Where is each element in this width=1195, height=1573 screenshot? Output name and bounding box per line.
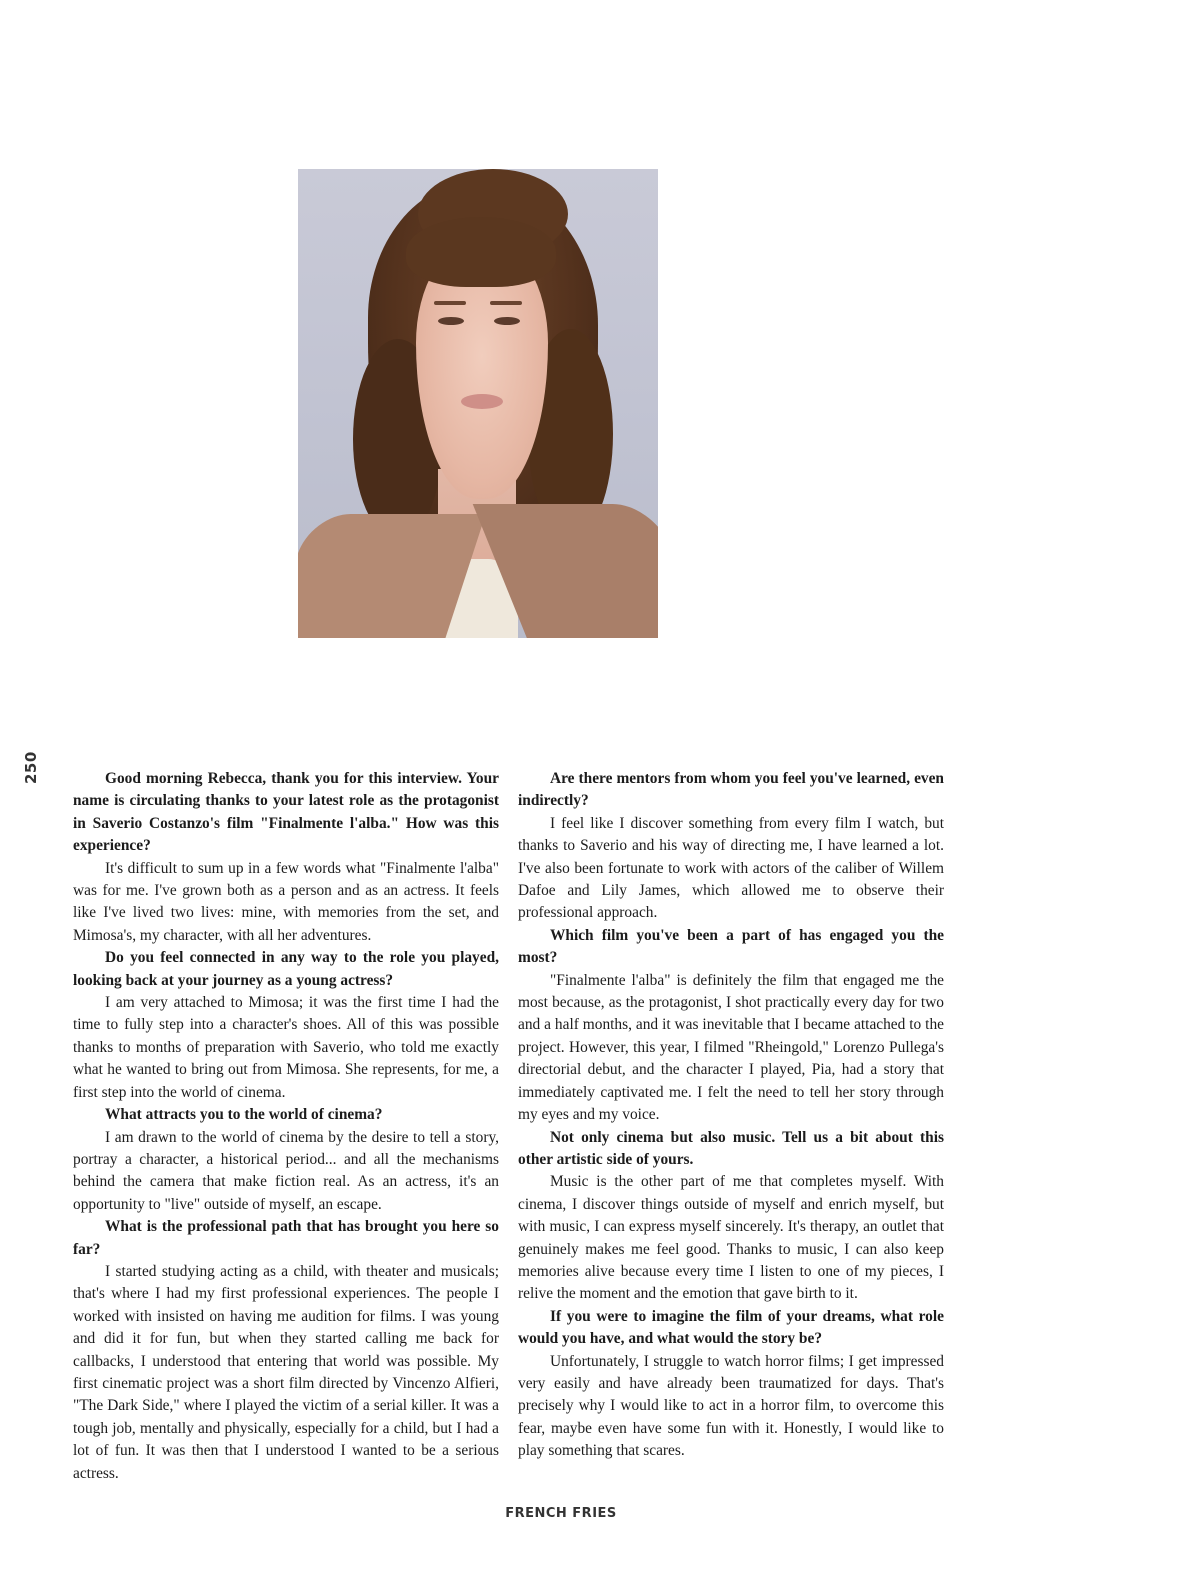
interview-answer: Unfortunately, I struggle to watch horror films; I get impressed very easily and have already been traumatized for days. That's precisely why I would like to act in a horror film, to overcome this fear, maybe even have some fun with it. Honestly, I would like to play something that scares.: [518, 1352, 944, 1460]
interview-answer: I am very attached to Mimosa; it was the first time I had the time to fully step into a character's shoes. All of this was possible thanks to months of preparation with Saverio, who told me exactly what he wanted to bring out from Mimosa. She represents, for me, a first step into the world of cinema.: [73, 994, 499, 1101]
interview-question: Good morning Rebecca, thank you for this interview. Your name is circulating thanks to your latest role as the protagonist in Saverio Costanzo's film "Finalmente l'alba." How was this experience?: [73, 770, 499, 855]
interview-question: If you were to imagine the film of your dreams, what role would you have, and what would the story be?: [518, 1307, 944, 1348]
interview-question: Not only cinema but also music. Tell us a bit about this other artistic side of yours.: [518, 1128, 944, 1168]
article-column-right: [518, 768, 944, 1463]
interview-answer: Music is the other part of me that completes myself. With cinema, I discover things outside of myself and enrich myself, but with music, I can express myself sincerely. It's therapy, an outlet that genuinely makes me feel good. Thanks to music, I can also keep memories alive because every time I listen to one of my pieces, I relive the moment and the emotion that gave birth to it.: [518, 1173, 944, 1303]
article-column-left: [73, 768, 499, 1485]
brow-shape: [490, 301, 522, 305]
eye-shape: [438, 317, 464, 325]
interview-answer: I started studying acting as a child, with theater and musicals; that's where I had my first professional experiences. The people I worked with insisted on having me audition for films. I was young and did it for fun, but when they started calling me back for callbacks, I understood that entering that world was possible. My first cinematic project was a short film directed by Vincenzo Alfieri, "The Dark Side," where I played the victim of a serial killer. It was a tough job, mentally and physically, especially for a child, but I had a lot of fun. It was then that I understood I wanted to be a serious actress.: [73, 1262, 499, 1482]
interview-question: What is the professional path that has brought you here so far?: [73, 1218, 499, 1258]
interview-answer: I feel like I discover something from every film I watch, but thanks to Saverio and his way of directing me, I have learned a lot. I've also been fortunate to work with actors of the caliber of Willem Dafoe and Lily James, which allowed me to observe their professional approach.: [518, 814, 944, 922]
interview-question: Are there mentors from whom you feel you've learned, even indirectly?: [518, 770, 944, 810]
eye-shape: [494, 317, 520, 325]
interview-answer: I am drawn to the world of cinema by the desire to tell a story, portray a character, a historical period... and all the mechanisms behind the camera that make fiction real. As an actress, it's an opportunity to "live" outside of myself, an escape.: [73, 1128, 499, 1213]
interview-answer: "Finalmente l'alba" is definitely the film that engaged me the most because, as the protagonist, I shot practically every day for two and a half months, and it was inevitable that I became attached to the project. However, this year, I filmed "Rheingold," Lorenzo Pullega's directorial debut, and the character I played, Pia, had a story that immediately captivated me. I felt the need to tell her story through my eyes and my voice.: [518, 971, 944, 1124]
magazine-footer: FRENCH FRIES: [505, 1506, 617, 1521]
portrait-photo: [298, 169, 658, 638]
interview-question: Which film you've been a part of has engaged you the most?: [518, 926, 944, 967]
brow-shape: [434, 301, 466, 305]
hair-fringe-shape: [406, 217, 556, 287]
interview-question: Do you feel connected in any way to the role you played, looking back at your journey as a young actress?: [73, 949, 499, 989]
interview-answer: It's difficult to sum up in a few words what "Finalmente l'alba" was for me. I've grown both as a person and as an actress. It feels like I've lived two lives: mine, with memories from the set, and Mimosa's, my character, with all her adventures.: [73, 859, 499, 944]
lips-shape: [461, 394, 503, 409]
magazine-page: 250 Good morning Rebecca, thank you for this interview. Your name is circulating thanks to your latest role as the protagonist in Saverio Costanzo's film "Finalmente l'alba." How was this experience? It's difficult to sum up in a few words what "Finalmente l'alba" was for me. I've grown both as a person and as an actress. It feels like I've lived two lives: mine, with memories from the set, and Mimosa's, my character, with all her adventures. Do you feel connected in any way to the role you played, looking back at your journey as a young actress? I am very attached to Mimosa; it was the first time I had the time to fully step into a character's shoes. All of this was possible thanks to months of preparation with Saverio, who told me exactly what he wanted to bring out from Mimosa. She represents, for me, a first step into the world of cinema. What attracts you to the world of cinema? I am drawn to the world of cinema by the desire to tell a story, portray a character, a historical period... and all the mechanisms behind the camera that make fiction real. As an actress, it's an opportunity to "live" outside of myself, an escape. What is the professional path that has brought you here so far? I started studying acting as a child, with theater and musicals; that's where I had my first professional experiences. The people I worked with insisted on having me audition for films. I was young and did it for fun, but when they started calling me back for callbacks, I understood that entering that world was possible. My first cinematic project was a short film directed by Vincenzo Alfieri, "The Dark Side," where I played the victim of a serial killer. It was a tough job, mentally and physically, especially for a child, but I had a lot of fun. It was then that I understood I wanted to be a serious actress. Are there mentors from whom you feel you've learned, even indirectly? I feel like I discover something from every film I watch, but thanks to Saverio and his way of directing me, I have learned a lot. I've also been fortunate to work with actors of the caliber of Willem Dafoe and Lily James, which allowed me to observe their professional approach. Which film you've been a part of has engaged you the most? "Finalmente l'alba" is definitely the film that engaged me the most because, as the protagonist, I shot practically every day for two and a half months, and it was inevitable that I became attached to the project. However, this year, I filmed "Rheingold," Lorenzo Pullega's directorial debut, and the character I played, Pia, had a story that immediately captivated me. I felt the need to tell her story through my eyes and my voice. Not only cinema but also music. Tell us a bit about this other artistic side of yours. Music is the other part of me that completes myself. With cinema, I discover things outside of myself and enrich myself, but with music, I can express myself sincerely. It's therapy, an outlet that genuinely makes me feel good. Thanks to music, I can also keep memories alive because every time I listen to one of my pieces, I relive the moment and the emotion that gave birth to it. If you were to imagine the film of your dreams, what role would you have, and what would the story be? Unfortunately, I struggle to watch horror films; I get impressed very easily and have already been traumatized for days. That's precisely why I would like to act in a horror film, to overcome this fear, maybe even have some fun with it. Honestly, I would like to play something that scares. FRENCH FRIES: [0, 0, 1195, 1573]
interview-question: What attracts you to the world of cinema?: [105, 1106, 383, 1124]
